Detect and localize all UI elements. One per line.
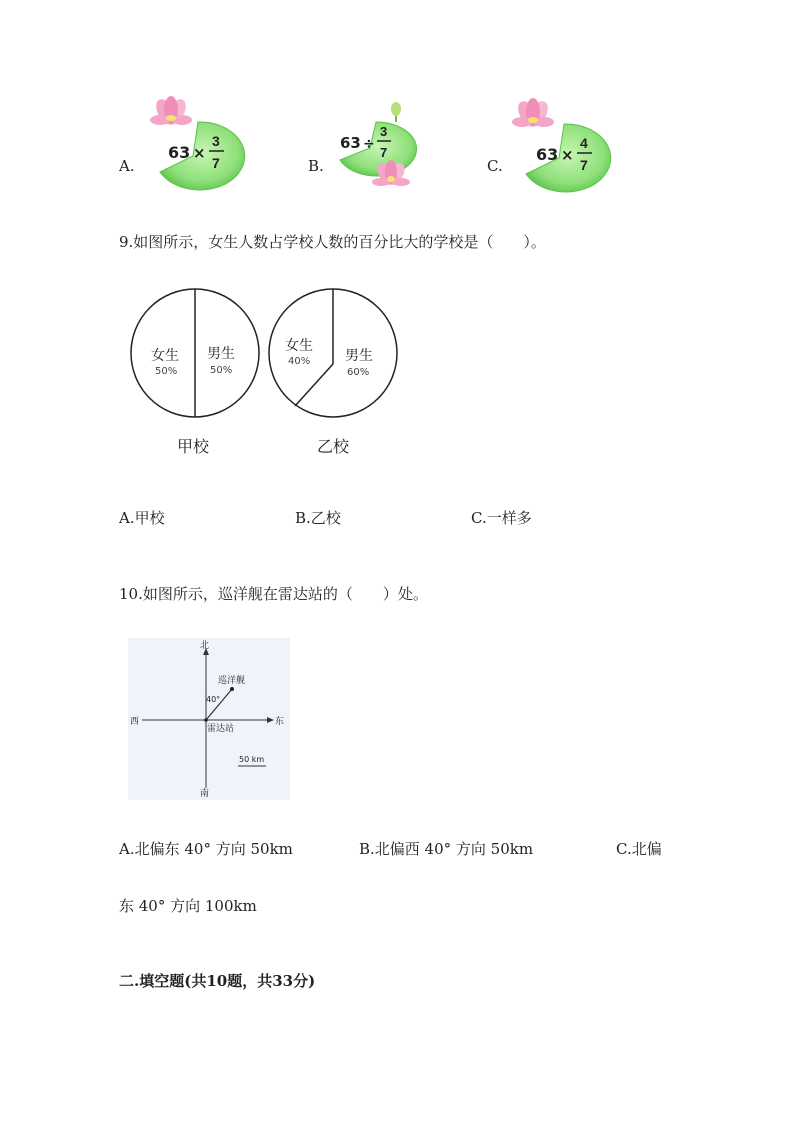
q8-option-a-lily-pad[interactable] [138,94,248,194]
q8-option-c-letter[interactable]: C. [487,157,503,175]
q8-option-b-op: ÷ [363,136,375,152]
direction-north: 北 [200,641,210,651]
q8-option-c-num: 4 [580,135,588,151]
school-b-girls-label: 女生 [285,338,313,354]
q8-option-a-letter[interactable]: A. [119,157,135,175]
q8-option-c-lily-pad[interactable] [504,96,614,196]
q8-option-c-whole: 63 [536,145,559,164]
scale-label: 50 km [239,755,265,764]
q10-option-b[interactable]: B.北偏西 40° 方向 50km [359,840,534,858]
q8-option-c-op: × [561,146,574,164]
q8-option-b-num: 3 [380,124,388,139]
q9-pie-charts [125,288,410,463]
direction-west: 西 [130,717,140,727]
q10-question: 10.如图所示，巡洋舰在雷达站的（ ）处。 [119,585,428,603]
q9-question: 9.如图所示，女生人数占学校人数的百分比大的学校是（ ）。 [119,233,546,251]
q8-option-a-den: 7 [212,155,220,171]
school-b-pie [269,289,397,456]
q9-option-c[interactable]: C.一样多 [471,509,532,527]
school-b-boys-pct: 60% [347,367,370,378]
q10-direction-diagram [128,638,290,800]
school-b-name: 乙校 [317,437,350,456]
q8-option-a-whole: 63 [168,143,191,162]
angle-label: 40° [206,695,221,704]
q8-option-b-letter[interactable]: B. [308,157,324,175]
station-label: 雷达站 [207,724,235,734]
school-a-boys-pct: 50% [210,365,233,376]
direction-south: 南 [200,789,210,799]
school-b-girls-pct: 40% [288,356,311,367]
school-a-name: 甲校 [177,437,210,456]
section-2-heading: 二.填空题(共10题，共33分) [119,972,316,990]
school-a-girls-label: 女生 [151,348,179,364]
school-a-boys-label: 男生 [207,346,235,362]
q8-option-b-den: 7 [380,145,388,160]
q8-option-a-num: 3 [212,133,220,149]
q10-option-c[interactable]: C.北偏 [616,840,662,858]
school-a-girls-pct: 50% [155,366,178,377]
q10-option-c-continued[interactable]: 东 40° 方向 100km [119,897,257,915]
ship-label: 巡洋舰 [218,676,246,686]
lotus-bud-icon [391,102,401,122]
lotus-flower-icon [150,96,192,128]
q9-option-a[interactable]: A.甲校 [119,509,165,527]
school-a-pie [131,289,259,456]
direction-east: 东 [275,717,285,727]
q8-option-c-den: 7 [580,157,588,173]
q9-option-b[interactable]: B.乙校 [295,509,341,527]
school-b-boys-label: 男生 [345,348,373,364]
q8-option-b-lily-pad[interactable] [326,100,426,195]
q10-option-a[interactable]: A.北偏东 40° 方向 50km [119,840,293,858]
lotus-flower-icon [512,98,554,130]
q8-option-b-whole: 63 [340,134,361,152]
q8-option-a-op: × [193,144,206,162]
